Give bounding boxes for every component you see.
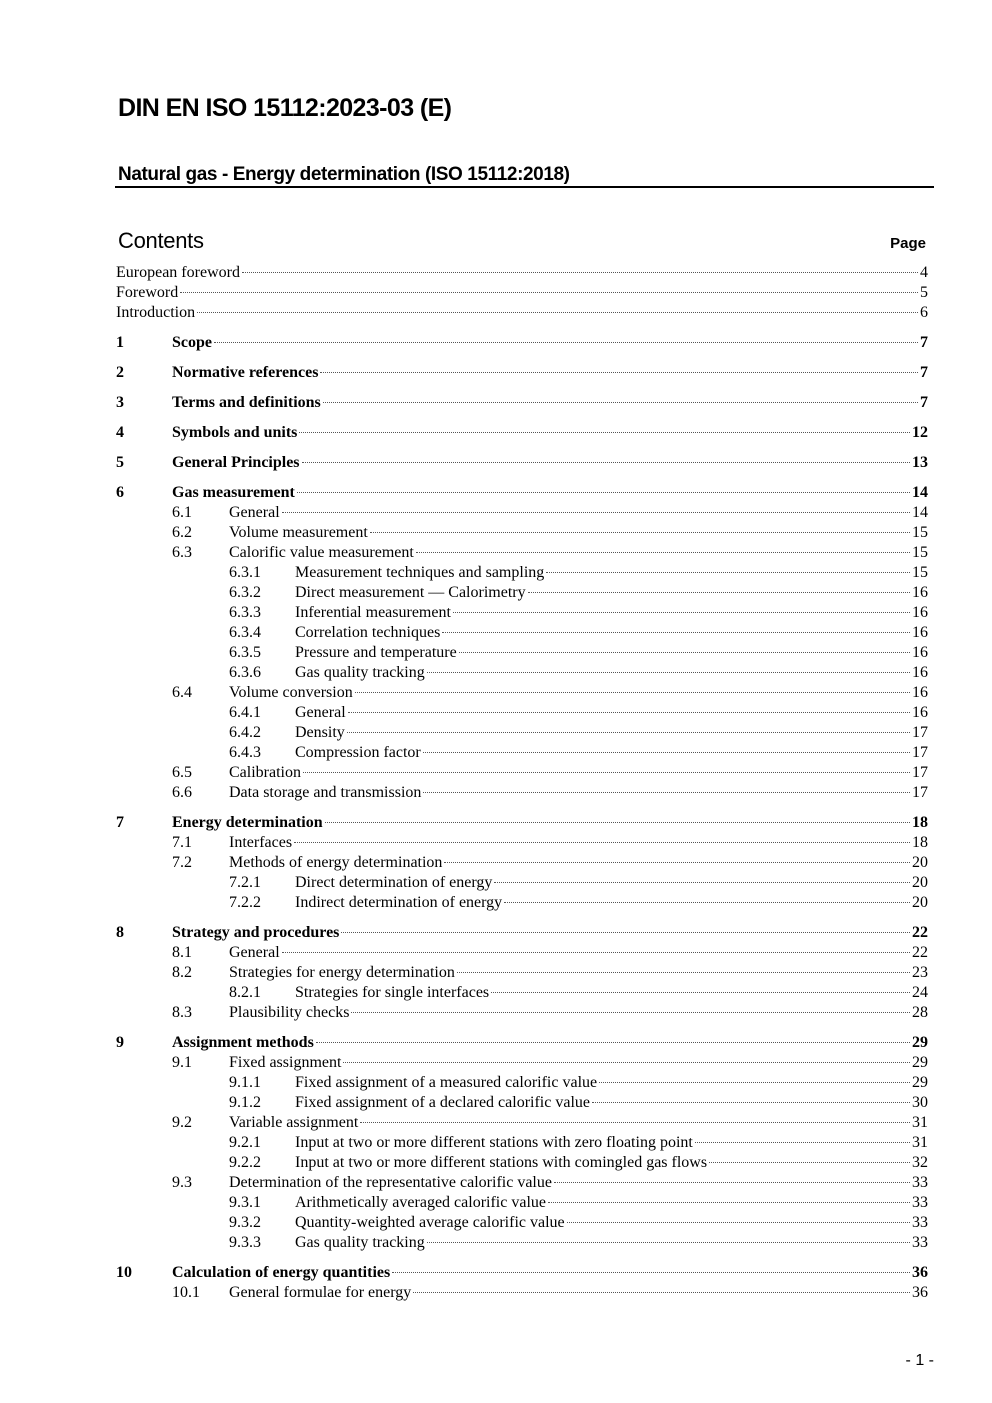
toc-entry-page: 12 [912,424,928,441]
dot-leader [343,1062,910,1063]
dot-leader [282,512,910,513]
toc-entry-page: 6 [920,304,928,321]
toc-entry-title: Interfaces [229,834,293,851]
toc-entry-page: 29 [912,1034,928,1051]
toc-entry-number: 9.2.1 [229,1134,261,1151]
toc-entry[interactable] [116,623,928,643]
toc-entry-title: Compression factor [295,744,421,761]
toc-entry-number: 9.3.3 [229,1234,261,1251]
toc-entry[interactable] [116,603,928,623]
toc-entry-page: 14 [912,484,928,501]
toc-entry-number: 8.2.1 [229,984,261,1001]
toc-entry-page: 23 [912,964,928,981]
toc-entry[interactable] [116,983,928,1003]
dot-leader [423,752,910,753]
toc-entry-number: 6.3 [172,544,192,561]
dot-leader [325,822,910,823]
dot-leader [341,932,910,933]
toc-entry-page: 32 [912,1154,928,1171]
dot-leader [427,672,910,673]
toc-entry[interactable] [116,363,928,383]
toc-entry[interactable] [116,543,928,563]
toc-entry-title: General [295,704,346,721]
toc-entry-title: Input at two or more different stations with zero floating point [295,1134,693,1151]
toc-entry[interactable] [116,283,928,303]
dot-leader [546,572,910,573]
page-column-heading: Page [890,235,926,252]
toc-entry[interactable] [116,643,928,663]
toc-entry-page: 16 [912,604,928,621]
toc-entry[interactable] [116,1213,928,1233]
toc-entry-title: Volume measurement [229,524,368,541]
dot-leader [180,292,918,293]
toc-entry-title: Strategies for single interfaces [295,984,490,1001]
toc-entry-page: 22 [912,924,928,941]
toc-entry-page: 29 [912,1074,928,1091]
dot-leader [423,792,910,793]
dot-leader [709,1162,910,1163]
toc-entry[interactable] [116,1263,928,1283]
toc-entry[interactable] [116,1033,928,1053]
toc-entry-number: 6.4 [172,684,192,701]
dot-leader [459,652,910,653]
toc-entry-title: Pressure and temperature [295,644,457,661]
toc-entry-number: 9.3 [172,1174,192,1191]
toc-entry[interactable] [116,483,928,503]
dot-leader [351,1012,910,1013]
toc-entry-title: Calibration [229,764,301,781]
toc-entry[interactable] [116,1003,928,1023]
toc-entry-page: 17 [912,784,928,801]
toc-entry-page: 16 [912,584,928,601]
toc-entry-page: 7 [920,394,928,411]
toc-entry-number: 6.3.5 [229,644,261,661]
toc-entry[interactable] [116,1053,928,1073]
dot-leader [491,992,910,993]
toc-entry-title: Direct measurement — Calorimetry [295,584,526,601]
toc-entry-number: 7 [116,814,124,831]
toc-entry-number: 1 [116,334,124,351]
toc-entry-title: Measurement techniques and sampling [295,564,545,581]
toc-entry-title: Quantity-weighted average calorific value [295,1214,565,1231]
dot-leader [392,1272,910,1273]
toc-entry-number: 8.1 [172,944,192,961]
toc-entry[interactable] [116,663,928,683]
toc-entry[interactable] [116,763,928,783]
dot-leader [323,402,918,403]
toc-entry-page: 16 [912,644,928,661]
toc-entry-page: 18 [912,834,928,851]
toc-entry-page: 16 [912,624,928,641]
toc-entry-number: 9.1 [172,1054,192,1071]
toc-entry-title: Methods of energy determination [229,854,443,871]
dot-leader [370,532,910,533]
toc-entry-page: 4 [920,264,928,281]
dot-leader [214,342,918,343]
toc-entry-title: Strategies for energy determination [229,964,455,981]
toc-entry-page: 30 [912,1094,928,1111]
toc-entry-page: 17 [912,724,928,741]
toc-entry-number: 6.3.2 [229,584,261,601]
toc-entry[interactable] [116,873,928,893]
toc-entry-number: 9.2.2 [229,1154,261,1171]
document-id: DIN EN ISO 15112:2023-03 (E) [118,94,452,122]
toc-entry-number: 9 [116,1034,124,1051]
dot-leader [457,972,910,973]
toc-entry-number: 7.1 [172,834,192,851]
toc-entry-title: Introduction [116,304,196,321]
toc-entry-number: 10 [116,1264,132,1281]
toc-entry-title: Calorific value measurement [229,544,414,561]
toc-entry-page: 18 [912,814,928,831]
toc-entry-title: General formulae for energy [229,1284,412,1301]
toc-entry[interactable] [116,1073,928,1093]
dot-leader [302,462,910,463]
toc-entry-title: Assignment methods [172,1034,314,1051]
toc-entry-title: General [229,944,280,961]
toc-entry[interactable] [116,1283,928,1303]
dot-leader [548,1202,910,1203]
toc-entry-title: Data storage and transmission [229,784,422,801]
toc-entry-number: 10.1 [172,1284,200,1301]
toc-entry-page: 36 [912,1264,928,1281]
toc-entry-number: 9.2 [172,1114,192,1131]
toc-entry[interactable] [116,1133,928,1153]
toc-entry-title: Calculation of energy quantities [172,1264,391,1281]
dot-leader [554,1182,910,1183]
toc-entry[interactable] [116,503,928,523]
document-title: Natural gas - Energy determination (ISO 15112:2018) [118,164,570,185]
page-number: - 1 - [905,1352,934,1369]
toc-entry-title: Terms and definitions [172,394,321,411]
toc-entry-title: Normative references [172,364,319,381]
toc-entry[interactable] [116,263,928,283]
toc-entry[interactable] [116,813,928,833]
toc-entry-page: 33 [912,1194,928,1211]
dot-leader [427,1242,910,1243]
toc-entry[interactable] [116,1233,928,1253]
toc-entry[interactable] [116,453,928,473]
dot-leader [347,732,910,733]
toc-entry[interactable] [116,963,928,983]
toc-entry-page: 16 [912,664,928,681]
dot-leader [494,882,910,883]
toc-entry-number: 6 [116,484,124,501]
toc-entry-page: 33 [912,1214,928,1231]
toc-entry-title: Determination of the representative calorific value [229,1174,552,1191]
toc-entry-title: Fixed assignment of a measured calorific value [295,1074,598,1091]
toc-entry-page: 20 [912,854,928,871]
dot-leader [360,1122,910,1123]
toc-entry[interactable] [116,833,928,853]
toc-entry-page: 31 [912,1134,928,1151]
toc-entry-page: 33 [912,1234,928,1251]
dot-leader [355,692,910,693]
toc-entry-title: Arithmetically averaged calorific value [295,1194,546,1211]
toc-entry-number: 6.4.3 [229,744,261,761]
dot-leader [348,712,910,713]
dot-leader [504,902,910,903]
toc-entry-number: 6.6 [172,784,192,801]
toc-entry[interactable] [116,423,928,443]
toc-entry-number: 6.3.4 [229,624,261,641]
dot-leader [592,1102,910,1103]
toc-entry-page: 15 [912,524,928,541]
toc-entry-title: Correlation techniques [295,624,441,641]
toc-entry[interactable] [116,943,928,963]
toc-entry-page: 20 [912,874,928,891]
toc-entry-title: Fixed assignment of a declared calorific value [295,1094,590,1111]
toc-entry[interactable] [116,523,928,543]
toc-entry-number: 8 [116,924,124,941]
toc-entry-page: 28 [912,1004,928,1021]
toc-entry-title: Scope [172,334,212,351]
title-divider [115,186,934,188]
toc-entry[interactable] [116,893,928,913]
toc-entry-title: Fixed assignment [229,1054,342,1071]
toc-entry[interactable] [116,563,928,583]
toc-entry-number: 2 [116,364,124,381]
toc-entry-number: 9.3.2 [229,1214,261,1231]
toc-entry[interactable] [116,1113,928,1133]
toc-entry[interactable] [116,393,928,413]
toc-entry-title: Gas measurement [172,484,295,501]
dot-leader [567,1222,910,1223]
toc-entry-title: Strategy and procedures [172,924,340,941]
toc-entry-title: Input at two or more different stations with comingled gas flows [295,1154,708,1171]
toc-entry[interactable] [116,853,928,873]
toc-entry-number: 7.2 [172,854,192,871]
toc-entry[interactable] [116,743,928,763]
dot-leader [442,632,910,633]
toc-entry-page: 16 [912,704,928,721]
toc-entry-number: 9.3.1 [229,1194,261,1211]
dot-leader [444,862,910,863]
toc-entry[interactable] [116,583,928,603]
toc-entry-page: 22 [912,944,928,961]
toc-entry-number: 7.2.1 [229,874,261,891]
toc-entry-number: 4 [116,424,124,441]
toc-entry-title: Variable assignment [229,1114,359,1131]
toc-entry-title: General Principles [172,454,300,471]
toc-entry[interactable] [116,703,928,723]
toc-entry[interactable] [116,303,928,323]
toc-entry-page: 7 [920,364,928,381]
toc-entry-number: 6.3.1 [229,564,261,581]
dot-leader [599,1082,910,1083]
toc-entry-page: 36 [912,1284,928,1301]
dot-leader [299,432,910,433]
toc-entry-number: 3 [116,394,124,411]
toc-entry-page: 5 [920,284,928,301]
toc-entry-number: 8.3 [172,1004,192,1021]
dot-leader [320,372,918,373]
toc-entry-title: European foreword [116,264,240,281]
toc-entry[interactable] [116,1093,928,1113]
toc-entry-page: 29 [912,1054,928,1071]
dot-leader [303,772,910,773]
toc-entry-number: 8.2 [172,964,192,981]
toc-entry-number: 6.2 [172,524,192,541]
toc-entry-title: Energy determination [172,814,323,831]
dot-leader [453,612,910,613]
toc-entry-page: 20 [912,894,928,911]
toc-entry-number: 6.3.6 [229,664,261,681]
toc-entry-title: Gas quality tracking [295,664,425,681]
dot-leader [528,592,910,593]
toc-entry-page: 17 [912,744,928,761]
toc-entry-page: 16 [912,684,928,701]
toc-entry-number: 6.4.1 [229,704,261,721]
dot-leader [416,552,910,553]
toc-entry-title: Direct determination of energy [295,874,493,891]
toc-entry-page: 31 [912,1114,928,1131]
toc-entry-title: Symbols and units [172,424,298,441]
toc-entry[interactable] [116,723,928,743]
toc-entry-title: Inferential measurement [295,604,451,621]
dot-leader [242,272,918,273]
toc-entry-number: 6.3.3 [229,604,261,621]
dot-leader [413,1292,910,1293]
dot-leader [197,312,918,313]
toc-entry-page: 33 [912,1174,928,1191]
toc-entry-title: Indirect determination of energy [295,894,503,911]
toc-entry-number: 7.2.2 [229,894,261,911]
toc-entry-title: General [229,504,280,521]
toc-entry-title: Gas quality tracking [295,1234,425,1251]
dot-leader [294,842,910,843]
dot-leader [695,1142,910,1143]
toc-entry[interactable] [116,333,928,353]
toc-entry-number: 6.4.2 [229,724,261,741]
toc-entry-title: Density [295,724,345,741]
toc-entry[interactable] [116,1153,928,1173]
toc-entry-page: 24 [912,984,928,1001]
toc-entry-number: 5 [116,454,124,471]
toc-entry[interactable] [116,923,928,943]
toc-entry[interactable] [116,1173,928,1193]
toc-entry-number: 9.1.1 [229,1074,261,1091]
toc-entry-page: 15 [912,564,928,581]
toc-entry[interactable] [116,683,928,703]
toc-entry-page: 15 [912,544,928,561]
toc-entry-number: 9.1.2 [229,1094,261,1111]
toc-entry-title: Volume conversion [229,684,353,701]
toc-entry-title: Foreword [116,284,179,301]
contents-heading: Contents [118,228,204,253]
toc-entry-page: 7 [920,334,928,351]
toc-entry-title: Plausibility checks [229,1004,350,1021]
toc-entry-number: 6.1 [172,504,192,521]
dot-leader [297,492,910,493]
dot-leader [282,952,910,953]
toc-entry[interactable] [116,1193,928,1213]
toc-entry-number: 6.5 [172,764,192,781]
toc-entry-page: 17 [912,764,928,781]
dot-leader [316,1042,910,1043]
toc-entry-page: 13 [912,454,928,471]
toc-entry[interactable] [116,783,928,803]
table-of-contents [116,263,928,1303]
toc-entry-page: 14 [912,504,928,521]
